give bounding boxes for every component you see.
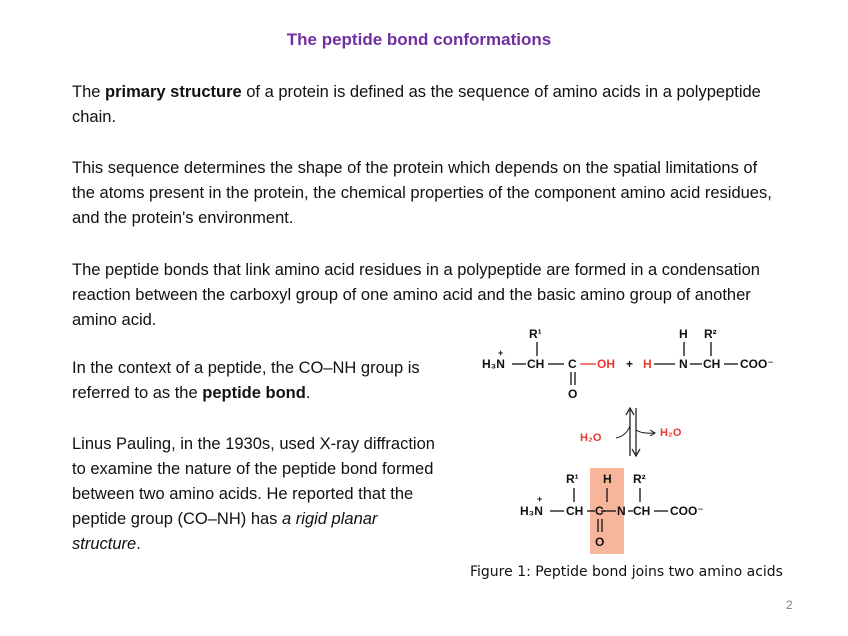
slide-title: The peptide bond conformations — [286, 30, 552, 49]
coo-label: COO⁻ — [740, 357, 774, 371]
page-number: 2 — [786, 598, 793, 612]
peptide-bond-figure — [476, 318, 796, 558]
figure-caption: Figure 1: Peptide bond joins two amino acids — [470, 564, 783, 580]
plus-charge: + — [498, 348, 504, 358]
water-right-label: H₂O — [660, 427, 682, 439]
plus-sign: + — [626, 357, 634, 371]
product-h3n-label: H₃N — [520, 504, 543, 518]
reactants — [482, 327, 774, 401]
h3n-label: H₃N — [482, 357, 505, 371]
product-c-label: C — [595, 504, 604, 518]
product-n-visible-label: N — [617, 504, 626, 518]
h-amine-label: H — [643, 357, 652, 371]
paragraph-primary-structure: The primary structure of a protein is defined as the sequence of amino acids in a polypeptide chain. — [72, 83, 761, 126]
paragraph-condensation: The peptide bonds that link amino acid residues in a polypeptide are formed in a condensation reaction between the carboxyl group of one amino acid and the basic amino group of another amino acid. — [72, 261, 760, 329]
bold-term-primary-structure: primary structure — [105, 83, 242, 101]
product-h-label: H — [603, 472, 612, 486]
paragraph-peptide-bond: In the context of a peptide, the CO–NH group is referred to as the peptide bond. — [72, 359, 420, 402]
product-coo-label: COO⁻ — [670, 504, 704, 518]
oh-label: OH — [597, 357, 615, 371]
paragraph-pauling: Linus Pauling, in the 1930s, used X-ray diffraction to examine the nature of the peptide bond formed between two amino acids. He reported that the peptide group (CO–NH) has a rigid planar structure. — [72, 435, 435, 553]
italic-rigid-planar: a rigid planar structure — [72, 510, 378, 553]
ch-left-label: CH — [527, 357, 545, 371]
product-ch-right-label: CH — [633, 504, 651, 518]
product-o-label: O — [595, 535, 605, 549]
h-top-label: H — [679, 327, 688, 341]
product-r2-label: R² — [633, 472, 646, 486]
n-label: N — [679, 357, 688, 371]
product-r1-label: R¹ — [566, 472, 579, 486]
carbonyl-c-label: C — [568, 357, 577, 371]
paragraph-sequence-shape: This sequence determines the shape of the protein which depends on the spatial limitations of the atoms present in the protein, the chemical properties of the component amino acid residues, and the protein's environment. — [72, 159, 772, 227]
carbonyl-o-label: O — [568, 387, 578, 401]
water-left-label: H₂O — [580, 432, 602, 444]
ch-right-label: CH — [703, 357, 721, 371]
r2-label: R² — [704, 327, 717, 341]
equilibrium-arrows — [580, 408, 682, 456]
r1-label: R¹ — [529, 327, 542, 341]
product-ch-left-label: CH — [566, 504, 584, 518]
product-plus-charge: + — [537, 494, 543, 504]
bold-term-peptide-bond: peptide bond — [202, 384, 306, 402]
